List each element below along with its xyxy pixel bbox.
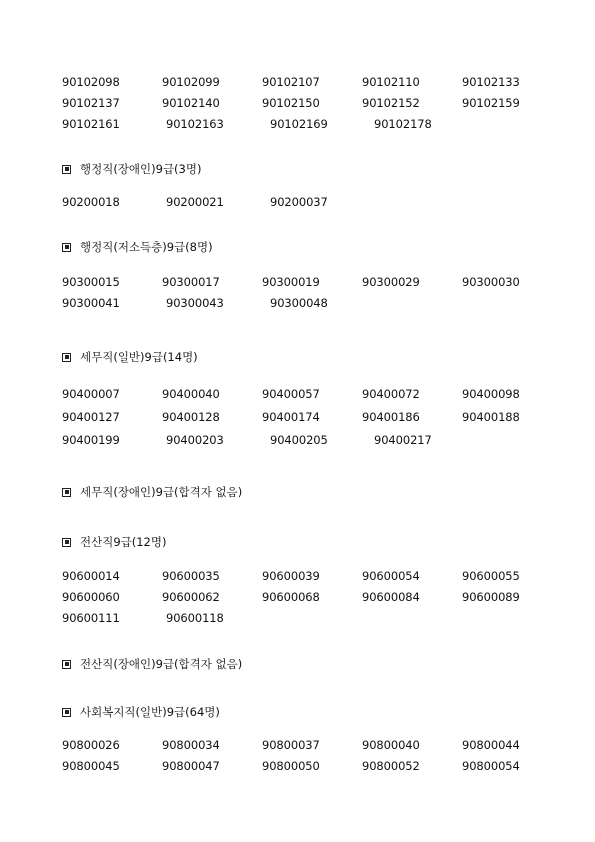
candidate-number: 90102150	[262, 95, 320, 110]
candidate-number: 90102152	[362, 95, 420, 110]
section-title: 행정직(장애인)9급(3명)	[80, 162, 202, 176]
candidate-number: 90200021	[166, 194, 224, 209]
candidate-number: 90102137	[62, 95, 120, 110]
candidate-number: 90800037	[262, 737, 320, 752]
candidate-number: 90800045	[62, 758, 120, 773]
candidate-number: 90800034	[162, 737, 220, 752]
candidate-number: 90800050	[262, 758, 320, 773]
candidate-number: 90600068	[262, 589, 320, 604]
section-title: 전산직(장애인)9급(합격자 없음)	[80, 657, 243, 671]
table-row	[62, 113, 562, 134]
candidate-number: 90600060	[62, 589, 120, 604]
candidate-number: 90102169	[270, 116, 328, 131]
table-row	[62, 607, 562, 628]
table-row	[62, 734, 562, 755]
square-bullet-icon	[62, 708, 71, 717]
square-bullet-icon	[62, 353, 71, 362]
candidate-number: 90400186	[362, 409, 420, 424]
candidate-number: 90300017	[162, 274, 220, 289]
candidate-number: 90102098	[62, 74, 120, 89]
table-row	[62, 191, 562, 212]
candidate-number: 90400217	[374, 432, 432, 447]
candidate-number: 90400007	[62, 386, 120, 401]
candidate-number: 90800052	[362, 758, 420, 773]
candidate-number: 90300019	[262, 274, 320, 289]
square-bullet-icon	[62, 488, 71, 497]
table-row	[62, 382, 562, 405]
candidate-number: 90600054	[362, 568, 420, 583]
candidate-number: 90102178	[374, 116, 432, 131]
section-heading	[62, 703, 220, 721]
square-bullet-icon	[62, 165, 71, 174]
candidate-number: 90600035	[162, 568, 220, 583]
candidate-number-grid	[62, 565, 562, 628]
candidate-number: 90400072	[362, 386, 420, 401]
section-title: 행정직(저소득층)9급(8명)	[80, 240, 213, 254]
candidate-number: 90300048	[270, 295, 328, 310]
candidate-number: 90300030	[462, 274, 520, 289]
candidate-number: 90600062	[162, 589, 220, 604]
section-title: 세무직(일반)9급(14명)	[80, 350, 198, 364]
section-heading	[62, 238, 213, 256]
section-heading	[62, 348, 198, 366]
candidate-number: 90800044	[462, 737, 520, 752]
candidate-number: 90300043	[166, 295, 224, 310]
candidate-number-grid	[62, 734, 562, 776]
section-title: 세무직(장애인)9급(합격자 없음)	[80, 485, 243, 499]
table-row	[62, 292, 562, 313]
table-row	[62, 405, 562, 428]
candidate-number: 90200037	[270, 194, 328, 209]
section-title: 사회복지직(일반)9급(64명)	[80, 705, 220, 719]
candidate-number: 90400127	[62, 409, 120, 424]
square-bullet-icon	[62, 243, 71, 252]
candidate-number: 90102159	[462, 95, 520, 110]
candidate-number: 90600014	[62, 568, 120, 583]
candidate-number: 90102140	[162, 95, 220, 110]
candidate-number: 90200018	[62, 194, 120, 209]
section-heading	[62, 160, 201, 178]
section-heading	[62, 483, 242, 501]
candidate-number: 90600055	[462, 568, 520, 583]
candidate-number: 90400040	[162, 386, 220, 401]
square-bullet-icon	[62, 538, 71, 547]
candidate-number: 90102163	[166, 116, 224, 131]
candidate-number: 90102107	[262, 74, 320, 89]
square-bullet-icon	[62, 660, 71, 669]
section-heading	[62, 655, 242, 673]
candidate-number: 90300041	[62, 295, 120, 310]
candidate-number: 90102099	[162, 74, 220, 89]
table-row	[62, 565, 562, 586]
section-title: 전산직9급(12명)	[80, 535, 167, 549]
candidate-number: 90800026	[62, 737, 120, 752]
candidate-number: 90600089	[462, 589, 520, 604]
candidate-number: 90600118	[166, 610, 224, 625]
table-row	[62, 586, 562, 607]
candidate-number-grid	[62, 382, 562, 451]
candidate-number: 90400057	[262, 386, 320, 401]
table-row	[62, 428, 562, 451]
candidate-number: 90800047	[162, 758, 220, 773]
candidate-number: 90400203	[166, 432, 224, 447]
candidate-number: 90400205	[270, 432, 328, 447]
candidate-number: 90600111	[62, 610, 120, 625]
table-row	[62, 755, 562, 776]
candidate-number: 90102161	[62, 116, 120, 131]
candidate-number: 90400199	[62, 432, 120, 447]
table-row	[62, 71, 562, 92]
candidate-number: 90600039	[262, 568, 320, 583]
candidate-number-grid	[62, 71, 562, 134]
candidate-number: 90600084	[362, 589, 420, 604]
candidate-number: 90800054	[462, 758, 520, 773]
table-row	[62, 271, 562, 292]
candidate-number: 90400128	[162, 409, 220, 424]
candidate-number: 90400174	[262, 409, 320, 424]
candidate-number: 90400098	[462, 386, 520, 401]
section-heading	[62, 533, 166, 551]
candidate-number: 90400188	[462, 409, 520, 424]
candidate-number: 90300015	[62, 274, 120, 289]
candidate-number-grid	[62, 271, 562, 313]
candidate-number: 90102110	[362, 74, 420, 89]
candidate-number: 90300029	[362, 274, 420, 289]
candidate-number: 90800040	[362, 737, 420, 752]
candidate-number-grid	[62, 191, 562, 212]
table-row	[62, 92, 562, 113]
candidate-number: 90102133	[462, 74, 520, 89]
